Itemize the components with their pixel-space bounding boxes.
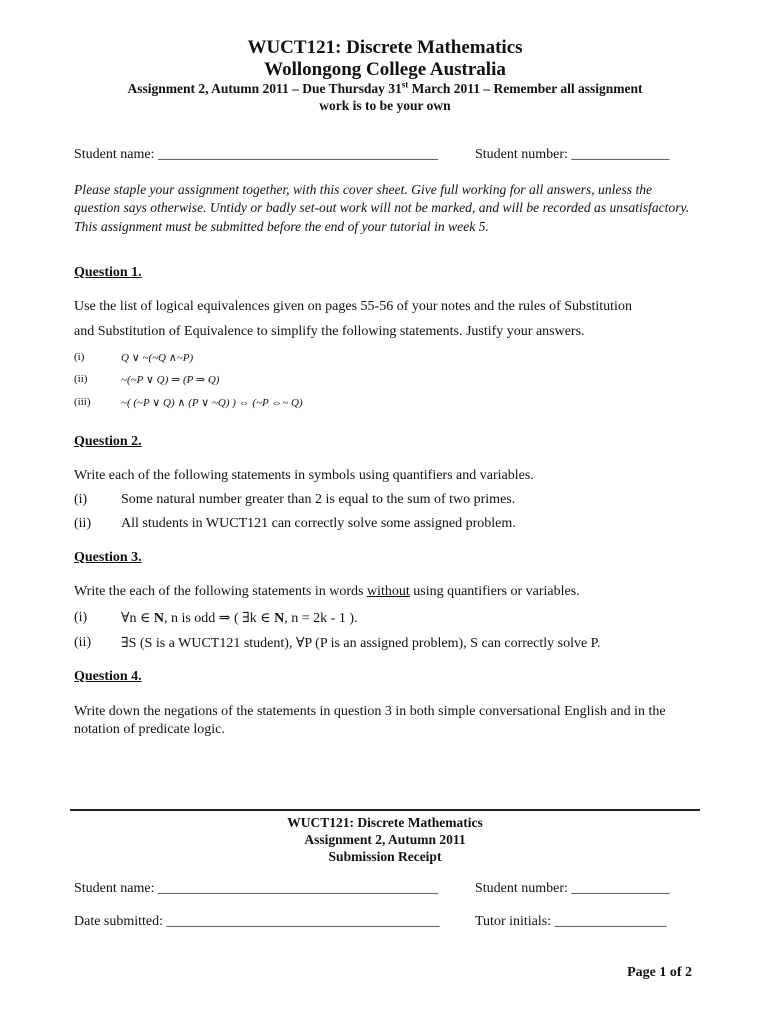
receipt-title: WUCT121: Discrete Mathematics (287, 815, 483, 830)
receipt-date-submitted: Date submitted: _______________________________________ (74, 914, 440, 929)
q3-intro-a: Write the each of the following statements in words (74, 584, 367, 599)
q2-item-text: Some natural number greater than 2 is equal to the sum of two primes. (121, 492, 516, 507)
q3-intro-b: using quantifiers or variables. (409, 584, 580, 599)
q3-intro-underlined: without (366, 584, 410, 599)
q3-item-text: ∃S (S is a WUCT121 student), ∀P (P is an assigned problem), S can correctly solve P. (121, 636, 601, 651)
student-name-field: Student name: ________________________________________ (74, 147, 438, 162)
instructions: Please staple your assignment together, with this cover sheet. Give full working for all answers, unless the question says otherwise. Untidy or badly set-out work will not be marked, and will be recorded as unsatisfactory. This assignment must be submitted before the end of your tutorial in week 5. (74, 182, 690, 234)
q1-item-expression: Q ∨ ~(~Q ∧~P) (121, 352, 194, 364)
q3-i-part-c: , n is odd ⇒ ( ∃k ∈ (163, 611, 275, 626)
q2-intro: Write each of the following statements in symbols using quantifiers and variables. (74, 468, 534, 483)
q3-heading: Question 3. (74, 550, 142, 565)
q3-i-part-a: ∀n ∈ (121, 611, 154, 626)
subtitle-part-a: Assignment 2, Autumn 2011 – Due Thursday 31 (127, 81, 402, 96)
q1-item-expression: ~(~P ∨ Q) ⇒ (P ⇒ Q) (121, 374, 220, 386)
q1-intro-line1: Use the list of logical equivalences given on pages 55-56 of your notes and the rules of Substitution (74, 299, 632, 314)
college-name: Wollongong College Australia (264, 59, 506, 80)
q1-intro-line2: and Substitution of Equivalence to simplify the following statements. Justify your answers. (74, 324, 585, 339)
subtitle-part-c: work is to be your own (319, 98, 451, 113)
divider (70, 809, 700, 811)
q3-item-text (121, 610, 358, 627)
receipt-assignment: Assignment 2, Autumn 2011 (304, 832, 466, 847)
receipt-student-name: Student name: ________________________________________ (74, 881, 438, 896)
q1-item-expression: ~( (~P ∨ Q) ∧ (P ∨ ~Q) ) ⇔ (~P ⇔~ Q) (121, 397, 303, 409)
q2-item-label: (i) (74, 492, 88, 507)
q4-text: Write down the negations of the statements in question 3 in both simple conversational English and in the notation of predicate logic. (74, 704, 666, 737)
subtitle-sup: st (401, 79, 409, 90)
q3-item-label: (ii) (74, 635, 92, 650)
q1-heading: Question 1. (74, 265, 142, 280)
q2-item-label: (ii) (74, 516, 92, 531)
q3-i-part-e: , n = 2k - 1 ). (284, 611, 358, 626)
assignment-subtitle (70, 80, 700, 114)
student-number-field: Student number: ______________ (475, 147, 670, 162)
q3-item-label: (i) (74, 610, 88, 625)
q1-item-label: (iii) (74, 396, 91, 408)
q2-item-text: All students in WUCT121 can correctly solve some assigned problem. (121, 516, 516, 531)
receipt-tutor-initials: Tutor initials: ________________ (475, 914, 667, 929)
q3-i-naturals: N (153, 611, 164, 626)
subtitle-part-b: March 2011 – Remember all assignment (408, 81, 643, 96)
document-title: WUCT121: Discrete Mathematics (247, 37, 523, 58)
receipt-student-number: Student number: ______________ (475, 881, 670, 896)
receipt-label: Submission Receipt (328, 849, 442, 864)
q4-heading: Question 4. (74, 669, 142, 684)
q3-intro (74, 584, 580, 600)
q3-i-naturals-2: N (274, 611, 285, 626)
q1-item-label: (i) (74, 351, 85, 363)
q1-item-label: (ii) (74, 373, 88, 385)
receipt-header (0, 814, 770, 865)
page-number: Page 1 of 2 (627, 965, 692, 980)
q2-heading: Question 2. (74, 434, 142, 449)
